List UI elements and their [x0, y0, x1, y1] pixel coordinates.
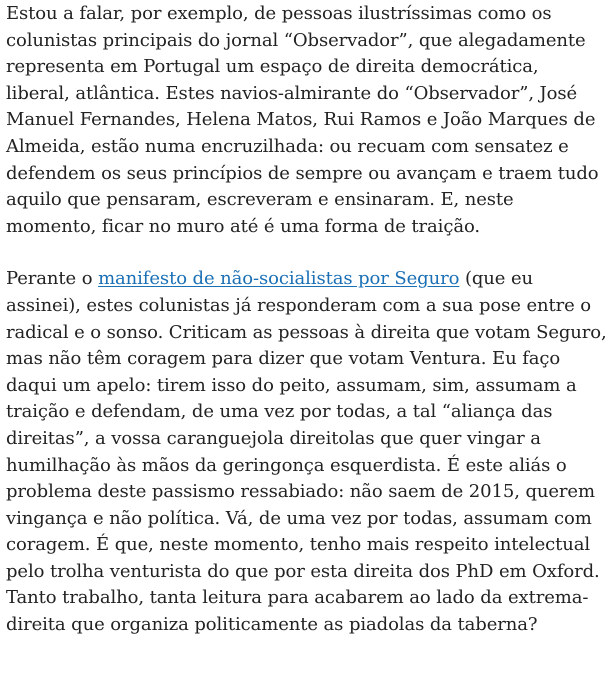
- text-line: pelo trolha venturista do que por esta direita dos PhD em Oxford.: [6, 560, 600, 582]
- text-line: radical e o sonso. Criticam as pessoas à direita que votam Seguro,: [6, 321, 607, 343]
- text-line: mas não têm coragem para dizer que votam Ventura. Eu faço: [6, 348, 561, 370]
- paragraph-1: [6, 1, 612, 240]
- text-line: problema deste passismo ressabiado: não saem de 2015, querem: [6, 481, 595, 503]
- manifesto-link[interactable]: manifesto de não-socialistas por Seguro: [98, 268, 460, 290]
- text-line: direita que organiza politicamente as piadolas da taberna?: [6, 614, 538, 636]
- text-line: representa em Portugal um espaço de direita democrática,: [6, 56, 539, 78]
- article-body: [6, 0, 612, 639]
- text-prefix: Perante o: [6, 268, 99, 290]
- text-line: assinei), estes colunistas já responderam com a sua pose entre o: [6, 294, 592, 316]
- text-line: Estou a falar, por exemplo, de pessoas ilustríssimas como os: [6, 3, 552, 24]
- text-suffix: (que eu: [459, 268, 534, 290]
- paragraph-2: [6, 266, 612, 638]
- text-line: Almeida, estão numa encruzilhada: ou recuam com sensatez e: [6, 135, 569, 157]
- text-line: coragem. É que, neste momento, tenho mais respeito intelectual: [6, 534, 591, 556]
- text-line: Tanto trabalho, tanta leitura para acabarem ao lado da extrema-: [6, 587, 589, 609]
- text-line: defendem os seus princípios de sempre ou avançam e traem tudo: [6, 162, 599, 184]
- text-line: daqui um apelo: tirem isso do peito, assumam, sim, assumam a: [6, 374, 577, 396]
- text-line-with-link: [6, 266, 612, 293]
- text-line: liberal, atlântica. Estes navios-almirante do “Observador”, José: [6, 82, 578, 104]
- text-line: aquilo que pensaram, escreveram e ensinaram. E, neste: [6, 189, 514, 211]
- text-line: colunistas principais do jornal “Observador”, que alegadamente: [6, 29, 586, 51]
- text-line: humilhação às mãos da geringonça esquerdista. É este aliás o: [6, 454, 567, 476]
- text-line: Manuel Fernandes, Helena Matos, Rui Ramos e João Marques de: [6, 109, 596, 131]
- text-line: direitas”, a vossa caranguejola direitolas que quer vingar a: [6, 427, 541, 449]
- text-line: momento, ficar no muro até é uma forma de traição.: [6, 215, 480, 237]
- text-line: traição e defendam, de uma vez por todas, a tal “aliança das: [6, 401, 553, 423]
- text-line: vingança e não política. Vá, de uma vez por todas, assumam com: [6, 507, 592, 529]
